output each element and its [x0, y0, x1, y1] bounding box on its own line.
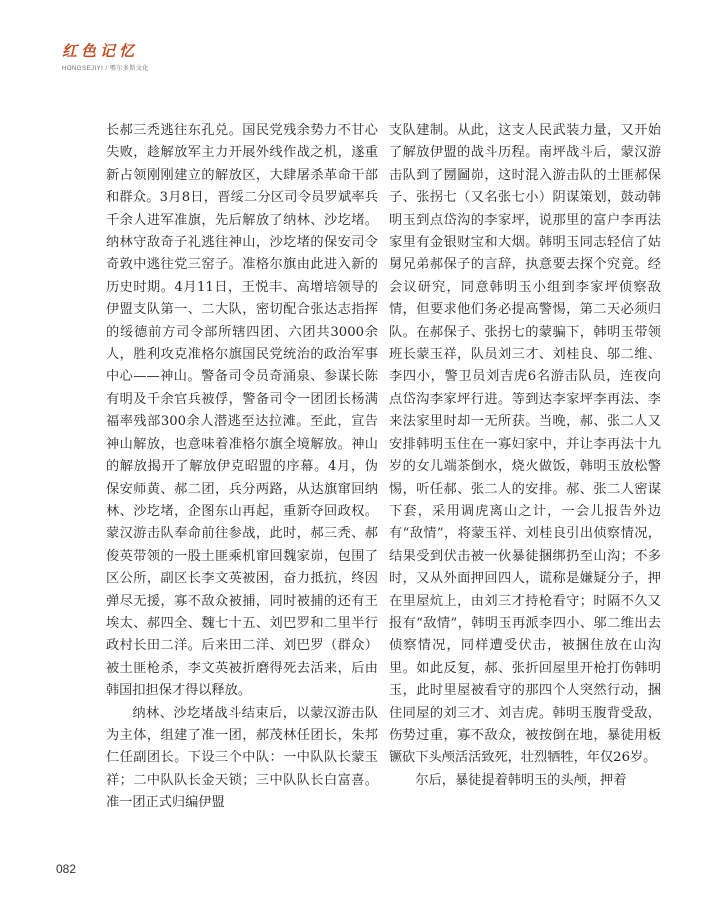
- header-subtitle: HONGSEJIYI / 鄂尔多斯文化: [62, 66, 149, 72]
- page-number: 082: [56, 862, 77, 876]
- left-paragraph-1: 长郝三秃逃往东孔兑。国民党残余势力不甘心失败，趁解放军主力开展外线作战之机，遂重新占领刚刚建立的解放区，大肆屠杀革命干部和群众。3月8日，晋绥二分区司令员罗斌率兵千余人进军准旗，先后解放了纳林、沙圪堵。纳林守敌奇子礼逃往神山，沙圪堵的保安司令奇敦中逃往党三窑子。准格尔旗由此进入新的历史时期。4月11日，王悦丰、高增培领导的伊盟支队第一、二大队，密切配合张达志指挥的绥德前方司令部所辖四团、六团共3000余人，胜利攻克准格尔旗国民党统治的政治军事中心——神山。警备司令员奇涌泉、参谋长陈有明及千余官兵被俘，警备司令一团团长杨满福率残部300余人潜逃至达拉滩。至此，宣告神山解放，也意味着准格尔旗全境解放。神山的解放揭开了解放伊克昭盟的序幕。4月，伪保安师黄、郝二团，兵分两路，从达旗窜回纳林、沙圪堵，企图东山再起，重新夺回政权。蒙汉游击队奉命前往参战，此时，郝三秃、郝俊英带领的一股土匪乘机窜回魏家峁，包围了区公所，副区长李文英被困，奋力抵抗，终因弹尽无援，寡不敌众被捕，同时被捕的还有王埃太、郝四全、魏七十五、刘巴罗和二里半行政村长田二洋。后来田二洋、刘巴罗（群众）被土匪枪杀，李文英被折磨得死去活来，后由韩国扣担保才得以释放。: [106, 123, 378, 699]
- left-paragraph-2: 纳林、沙圪堵战斗结束后，以蒙汉游击队为主体，组建了准一团，郝茂林任团长，朱邦仁任副团长。下设三个中队：一中队队长蒙玉祥；二中队队长金天锁；三中队队长白富喜。准一团正式归编伊盟: [106, 705, 378, 811]
- header-title: 红色记忆: [62, 42, 139, 60]
- right-column: [389, 120, 661, 792]
- right-paragraph-1: 支队建制。从此，这支人民武装力量，又开始了解放伊盟的战斗历程。南坪战斗后，蒙汉游击队到了圐圙峁，这时混入游击队的土匪郝保子、张拐七（又名张七小）阴谋策划，鼓动韩明玉到点岱沟的李家坪，说那里的富户李再法家里有金银财宝和大烟。韩明玉同志轻信了姑舅兄弟郝保子的言辞，执意要去探个究竟。经会议研究，同意韩明玉小组到李家坪侦察敌情，但要求他们务必提高警惕，第二天必须归队。在郝保子、张拐七的蒙骗下，韩明玉带领班长蒙玉祥，队员刘三才、刘桂良、邬二维、李四小，警卫员刘吉虎6名游击队员，连夜向点岱沟李家坪行进。等到达李家坪李再法、李来法家里时却一无所获。当晚，郝、张二人又安排韩明玉住在一寡妇家中，并让李再法十九岁的女儿端茶倒水，烧火做饭，韩明玉放松警惕，听任郝、张二人的安排。郝、张二人密谋下套，采用调虎离山之计，一会儿报告外边有“敌情”，将蒙玉祥、刘桂良引出侦察情况，结果受到伏击被一伙暴徒捆绑扔至山沟；不多时，又从外面押回四人，谎称是嫌疑分子，押在里屋炕上，由刘三才持枪看守；时隔不久又报有“敌情”，韩明玉再派李四小、邬二维出去侦察情况，同样遭受伏击，被捆住放在山沟里。如此反复，郝、张折回屋里开枪打伤韩明玉，此时里屋被看守的那四个人突然行动，捆住同屋的刘三才、刘吉虎。韩明玉腹背受敌，伤势过重，寡不敌众，被按倒在地，暴徒用板镢砍下头颅活活致死，壮烈牺牲，年仅26岁。: [389, 123, 661, 766]
- right-paragraph-2: 尔后，暴徒提着韩明玉的头颅，押着: [415, 772, 627, 788]
- left-column: [106, 120, 378, 815]
- page-header: [62, 42, 149, 72]
